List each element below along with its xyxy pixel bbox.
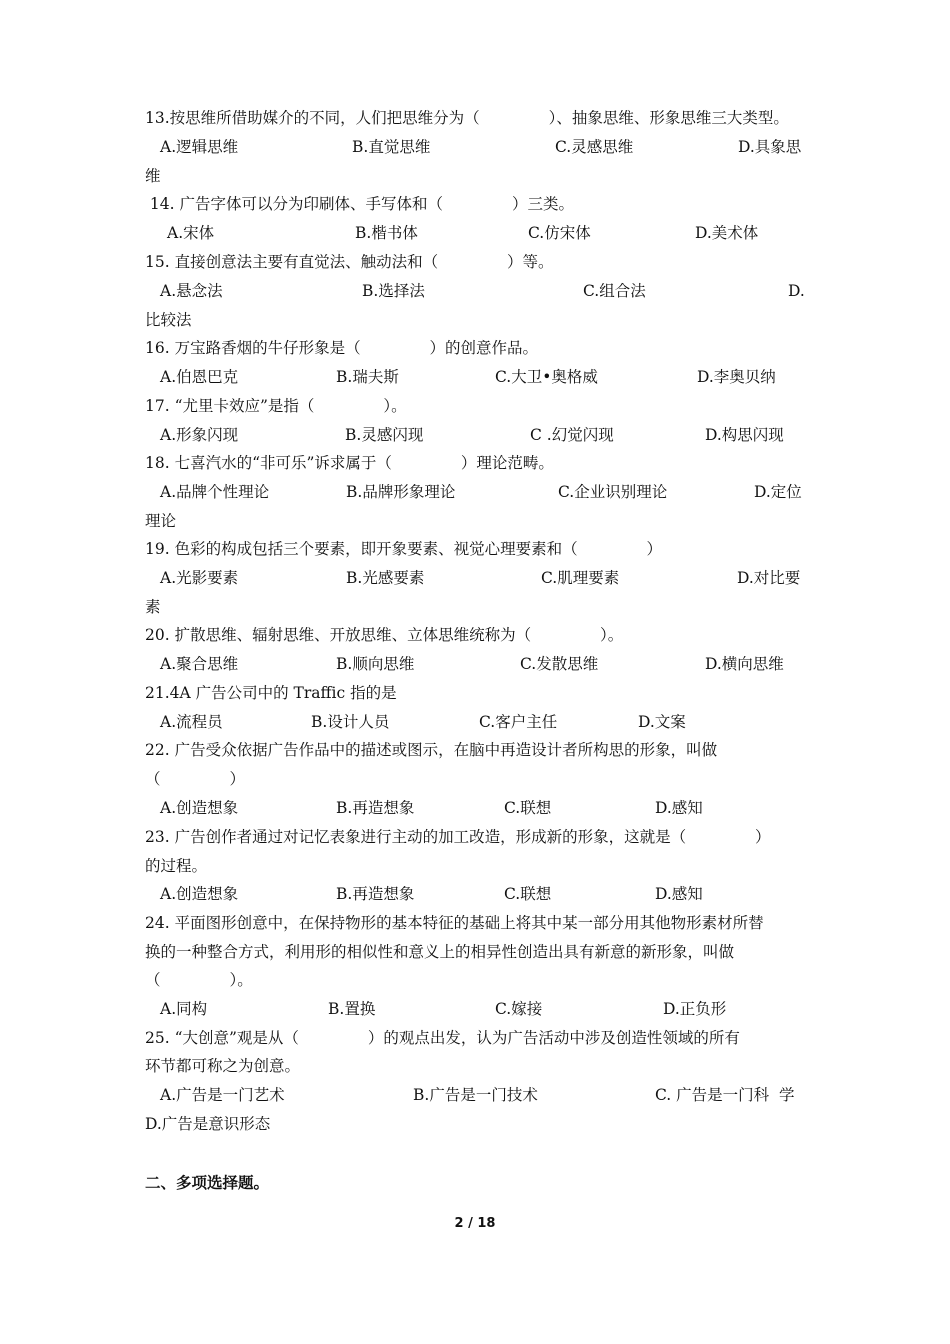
question-25-stem-line-2: 环节都可称之为创意。 [145, 1057, 301, 1075]
question-23-stem-line-2: 的过程。 [145, 857, 208, 875]
question-23-option-a: A.创造想象 [160, 885, 239, 903]
question-25-option-a: A.广告是一门艺术 [160, 1086, 285, 1104]
question-25-option-b: B.广告是一门技术 [413, 1086, 538, 1104]
question-22-option-a: A.创造想象 [160, 799, 239, 817]
question-22-stem: 22. 广告受众依据广告作品中的描述或图示，在脑中再造设计者所构思的形象，叫做 [145, 741, 718, 759]
question-20-option-a: A.聚合思维 [160, 655, 239, 673]
question-24-stem-line-3: （ ）。 [145, 971, 253, 989]
question-21-stem: 21.4A 广告公司中的 Traffic 指的是 [145, 684, 397, 702]
question-25-option-d: D.广告是意识形态 [145, 1115, 271, 1133]
question-24-stem-line-2: 换的一种整合方式，利用形的相似性和意义上的相异性创造出具有新意的新形象，叫做 [145, 943, 735, 961]
question-21-option-d: D.文案 [638, 713, 686, 731]
question-14-option-a: A.宋体 [167, 224, 215, 242]
question-13-wrap: 维 [145, 167, 161, 185]
question-17-option-b: B.灵感闪现 [345, 426, 424, 444]
question-13-option-b: B.直觉思维 [352, 138, 431, 156]
question-25-option-c: C. 广告是一门科 学 [655, 1086, 795, 1104]
question-17-option-d: D.构思闪现 [705, 426, 784, 444]
question-16-option-d: D.李奥贝纳 [697, 368, 776, 386]
question-13-stem: 13.按思维所借助媒介的不同，人们把思维分为（ ）、抽象思维、形象思维三大类型。 [145, 109, 789, 127]
question-13-option-a: A.逻辑思维 [160, 138, 239, 156]
question-17-option-c: C .幻觉闪现 [530, 426, 614, 444]
question-18-wrap: 理论 [145, 512, 177, 530]
question-20-option-b: B.顺向思维 [336, 655, 415, 673]
question-15-option-b: B.选择法 [362, 282, 425, 300]
question-18-stem: 18. 七喜汽水的“非可乐”诉求属于（ ）理论范畴。 [145, 454, 554, 472]
question-20-option-d: D.横向思维 [705, 655, 784, 673]
question-14-option-b: B.楷书体 [355, 224, 418, 242]
question-19-option-b: B.光感要素 [346, 569, 425, 587]
question-20-stem: 20. 扩散思维、辐射思维、开放思维、立体思维统称为（ ）。 [145, 626, 624, 644]
question-13-option-c: C.灵感思维 [555, 138, 634, 156]
question-24-option-d: D.正负形 [663, 1000, 727, 1018]
question-17-option-a: A.形象闪现 [160, 426, 239, 444]
question-15-option-c: C.组合法 [583, 282, 646, 300]
question-21-option-b: B.设计人员 [311, 713, 390, 731]
question-15-wrap: 比较法 [145, 311, 192, 329]
question-22-option-b: B.再造想象 [336, 799, 415, 817]
question-19-option-c: C.肌理要素 [541, 569, 620, 587]
question-23-stem: 23. 广告创作者通过对记忆表象进行主动的加工改造，形成新的形象，这就是（ ） [145, 828, 771, 846]
question-21-option-c: C.客户主任 [479, 713, 558, 731]
question-15-option-d: D. [788, 282, 805, 300]
question-16-stem: 16. 万宝路香烟的牛仔形象是（ ）的创意作品。 [145, 339, 539, 357]
question-15-stem: 15. 直接创意法主要有直觉法、触动法和（ ）等。 [145, 253, 554, 271]
question-22-option-c: C.联想 [504, 799, 552, 817]
question-22-stem-line-2: （ ） [145, 770, 245, 788]
question-17-stem: 17. “尤里卡效应”是指（ ）。 [145, 397, 407, 415]
section-heading: 二、多项选择题。 [145, 1174, 270, 1192]
question-22-option-d: D.感知 [655, 799, 703, 817]
question-24-option-a: A.同构 [160, 1000, 208, 1018]
question-15-option-a: A.悬念法 [160, 282, 223, 300]
question-14-option-d: D.美术体 [695, 224, 759, 242]
question-23-option-d: D.感知 [655, 885, 703, 903]
question-19-option-d: D.对比要 [737, 569, 801, 587]
question-16-option-c: C.大卫•奥格威 [495, 368, 598, 386]
question-19-option-a: A.光影要素 [160, 569, 239, 587]
question-24-option-c: C.嫁接 [495, 1000, 543, 1018]
question-23-option-c: C.联想 [504, 885, 552, 903]
question-18-option-c: C.企业识别理论 [558, 483, 668, 501]
question-14-stem: 14. 广告字体可以分为印刷体、手写体和（ ）三类。 [145, 195, 574, 213]
question-20-option-c: C.发散思维 [520, 655, 599, 673]
question-13-option-d: D.具象思 [738, 138, 802, 156]
question-18-option-b: B.品牌形象理论 [346, 483, 456, 501]
question-18-option-a: A.品牌个性理论 [160, 483, 270, 501]
question-14-option-c: C.仿宋体 [528, 224, 591, 242]
question-16-option-b: B.瑞夫斯 [336, 368, 399, 386]
page-number: 2 / 18 [454, 1216, 496, 1231]
question-24-stem: 24. 平面图形创意中，在保持物形的基本特征的基础上将其中某一部分用其他物形素材所替 [145, 914, 764, 932]
question-19-stem: 19. 色彩的构成包括三个要素，即开象要素、视觉心理要素和（ ） [145, 540, 663, 558]
question-21-option-a: A.流程员 [160, 713, 223, 731]
question-18-option-d: D.定位 [754, 483, 802, 501]
question-25-stem: 25. “大创意”观是从（ ）的观点出发，认为广告活动中涉及创造性领域的所有 [145, 1029, 740, 1047]
question-23-option-b: B.再造想象 [336, 885, 415, 903]
question-24-option-b: B.置换 [328, 1000, 376, 1018]
question-19-wrap: 素 [145, 598, 161, 616]
question-16-option-a: A.伯恩巴克 [160, 368, 239, 386]
